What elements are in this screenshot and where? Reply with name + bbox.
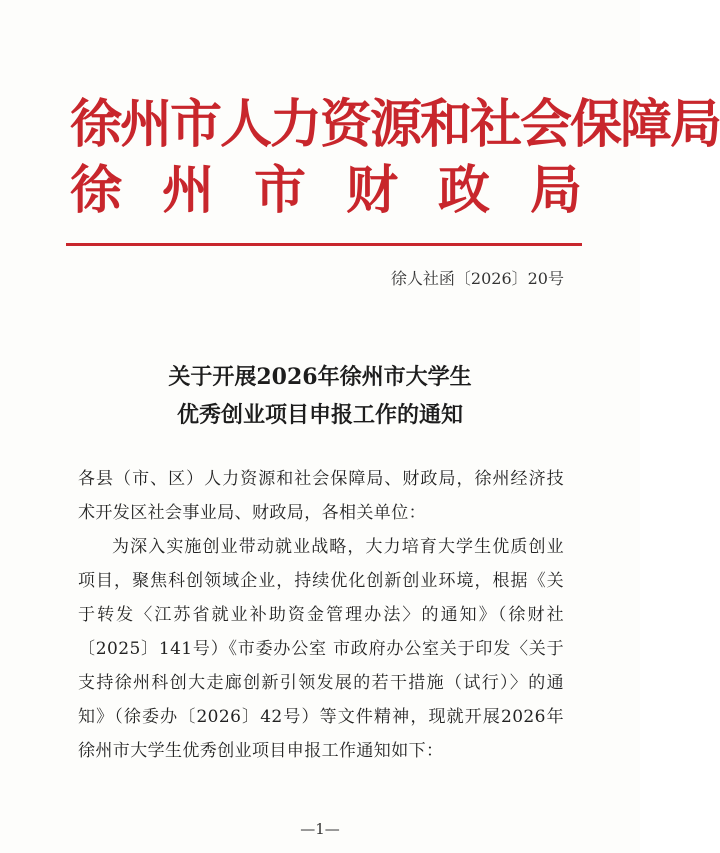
title-line-2: 优秀创业项目申报工作的通知 xyxy=(176,402,463,428)
title-line-1: 关于开展2026年徐州市大学生 xyxy=(168,364,472,390)
red-header-rule xyxy=(66,243,582,246)
body-paragraph-1: 为深入实施创业带动就业战略，大力培育大学生优质创业项目，聚焦科创领域企业，持续优化创新创业环境，根据《关于转发〈江苏省就业补助资金管理办法〉的通知》（徐财社〔2025〕141号）《市委办公室 市政府办公室关于印发〈关于支持徐州科创大走廊创新引领发展的若干措施（试行）〉的通知》（徐委办〔2026〕42号）等文件精神，现就开展2026年徐州市大学生优秀创业项目申报工作通知如下： xyxy=(78,537,564,761)
salutation: 各县（市、区）人力资源和社会保障局、财政局，徐州经济技术开发区社会事业局、财政局，各相关单位： xyxy=(78,469,564,523)
document-number: 徐人社函〔2026〕20号 xyxy=(390,269,564,288)
document-header xyxy=(70,92,720,224)
document-body xyxy=(78,462,564,768)
document-title xyxy=(0,358,640,434)
issuer-name-finance: 徐州市财政局 xyxy=(70,160,623,221)
issuer-name-hrss: 徐州市人力资源和社会保障局 xyxy=(70,94,720,155)
page-number: —1— xyxy=(300,820,340,838)
